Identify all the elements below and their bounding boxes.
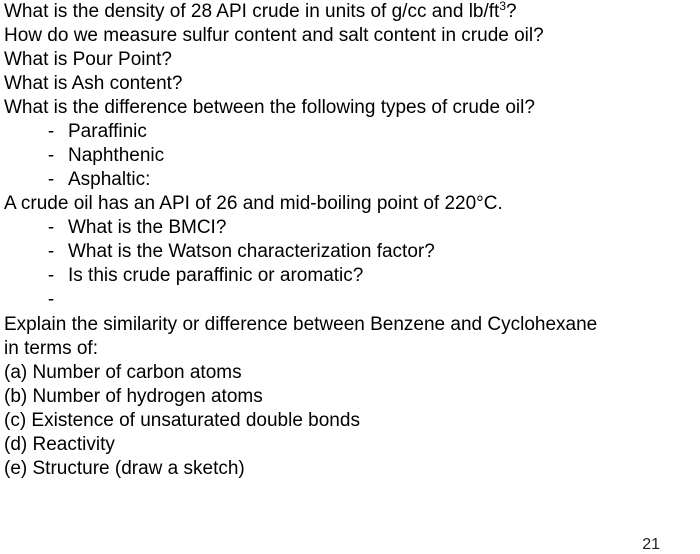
superscript-exponent: 3 [499,0,507,13]
bullet-dash: - [47,289,55,310]
question-crude-types: What is the difference between the following types of crude oil? [4,97,535,118]
list-item-watson: - What is the Watson characterization factor? [4,240,696,264]
document-page [4,0,696,553]
list-item-double-bonds: (c) Existence of unsaturated double bonds [4,410,360,431]
question-benzene-line1: Explain the similarity or difference between Benzene and Cyclohexane [4,314,598,335]
question-crude-api: A crude oil has an API of 26 and mid-boiling point of 220°C. [4,193,503,214]
list-item-structure: (e) Structure (draw a sketch) [4,458,245,479]
list-item-empty [4,288,696,312]
question-density [4,0,696,24]
list-item-paraffinic: - Paraffinic [4,120,696,144]
question-density-text: What is the density of 28 API crude in units of g/cc and lb/ft [4,1,500,22]
question-sulfur-salt: How do we measure sulfur content and salt content in crude oil? [4,25,544,46]
page-number: 21 [642,536,660,553]
list-item-carbon-atoms: (a) Number of carbon atoms [4,362,242,383]
bullet-dash: - [47,145,55,166]
bullet-dash: - [47,241,55,262]
question-pour-point: What is Pour Point? [4,49,172,70]
bullet-dash: - [47,265,55,286]
question-ash-content: What is Ash content? [4,73,183,94]
list-item-asphaltic: - Asphaltic: [4,168,696,192]
bullet-dash: - [47,217,55,238]
question-mark: ? [506,1,517,22]
question-benzene-line2: in terms of: [4,338,98,359]
bullet-dash: - [47,121,55,142]
list-item-naphthenic: - Naphthenic [4,144,696,168]
list-item-bmci: - What is the BMCI? [4,216,696,240]
list-item-paraffinic-aromatic: - Is this crude paraffinic or aromatic? [4,264,696,288]
bullet-dash: - [47,169,55,190]
list-item-hydrogen-atoms: (b) Number of hydrogen atoms [4,386,263,407]
list-item-reactivity: (d) Reactivity [4,434,115,455]
